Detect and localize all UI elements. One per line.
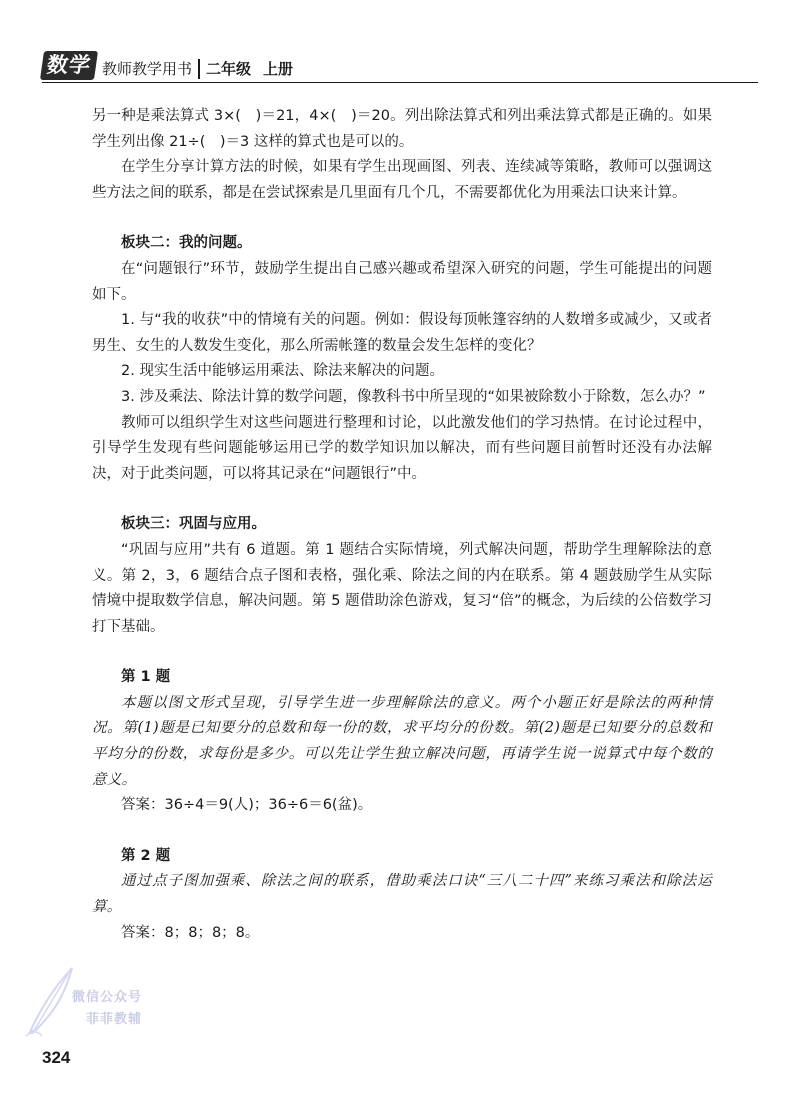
- spacer: [92, 819, 712, 844]
- exercise-heading: 第 1 题: [121, 669, 171, 686]
- section-heading: 板块二：我的问题。: [121, 235, 252, 252]
- watermark-line-2: 菲菲教辅: [85, 1012, 142, 1027]
- paragraph: 另一种是乘法算式 3×( )＝21，4×( )＝20。列出除法算式和列出乘法算式都是正确的。如果学生列出像 21÷( )＝3 这样的算式也是可以的。: [92, 108, 712, 150]
- book-title: 教师教学用书: [102, 60, 193, 78]
- paragraph: 本题以图文形式呈现，引导学生进一步理解除法的意义。两个小题正好是除法的两种情况。第(1)题是已知要分的总数和每一份的数，求平均分的份数。第(2)题是已知要分的总数和平均分的份数，求每份是多少。可以先让学生独立解决问题，再请学生说一说算式中每个数的意义。: [92, 694, 712, 788]
- section-heading: 板块三：巩固与应用。: [121, 516, 266, 533]
- list-item: 3. 涉及乘法、除法计算的数学问题，像教科书中所呈现的“如果被除数小于除数，怎么办？”: [121, 388, 706, 405]
- list-item: 1. 与“我的收获”中的情境有关的问题。例如：假设每顶帐篷容纳的人数增多或减少，又或者男生、女生的人数发生变化，那么所需帐篷的数量会发生怎样的变化？: [92, 312, 712, 354]
- header-divider: [198, 59, 200, 79]
- header-rule: [42, 82, 758, 83]
- subject-badge: 数学: [40, 51, 98, 80]
- spacer: [92, 640, 712, 665]
- running-header: [42, 46, 293, 80]
- spacer: [92, 487, 712, 512]
- answer-text: 答案：36÷4＝9(人)；36÷6＝6(盆)。: [121, 797, 373, 814]
- page-body: [92, 104, 712, 946]
- answer-text: 答案：8；8；8；8。: [121, 924, 260, 941]
- list-item: 2. 现实生活中能够运用乘法、除法来解决的问题。: [121, 363, 444, 380]
- paragraph: 教师可以组织学生对这些问题进行整理和讨论，以此激发他们的学习热情。在讨论过程中，引导学生发现有些问题能够运用已学的数学知识加以解决，而有些问题目前暂时还没有办法解决，对于此类问题，可以将其记录在“问题银行”中。: [92, 414, 712, 482]
- watermark: [22, 960, 142, 1040]
- paragraph: 在“问题银行”环节，鼓励学生提出自己感兴趣或希望深入研究的问题，学生可能提出的问题如下。: [92, 260, 712, 303]
- volume-label: 上册: [263, 60, 294, 78]
- grade-label: 二年级: [206, 60, 252, 78]
- spacer: [92, 206, 712, 231]
- paragraph: 在学生分享计算方法的时候，如果有学生出现画图、列表、连续减等策略，教师可以强调这些方法之间的联系，都是在尝试探索是几里面有几个几，不需要都优化为用乘法口诀来计算。: [92, 159, 712, 201]
- watermark-line-1: 微信公众号: [71, 990, 142, 1005]
- paragraph: “巩固与应用”共有 6 道题。第 1 题结合实际情境，列式解决问题，帮助学生理解除法的意义。第 2，3，6 题结合点子图和表格，强化乘、除法之间的内在联系。第 4 题鼓励学生从实际情境中提取数学信息，解决问题。第 5 题借助涂色游戏，复习“倍”的概念，为后续的公倍数学习打下基础。: [92, 541, 712, 635]
- exercise-heading: 第 2 题: [121, 847, 171, 864]
- page-number: 324: [42, 1048, 71, 1067]
- paragraph: 通过点子图加强乘、除法之间的联系，借助乘法口诀“三八二十四”来练习乘法和除法运算。: [92, 873, 712, 916]
